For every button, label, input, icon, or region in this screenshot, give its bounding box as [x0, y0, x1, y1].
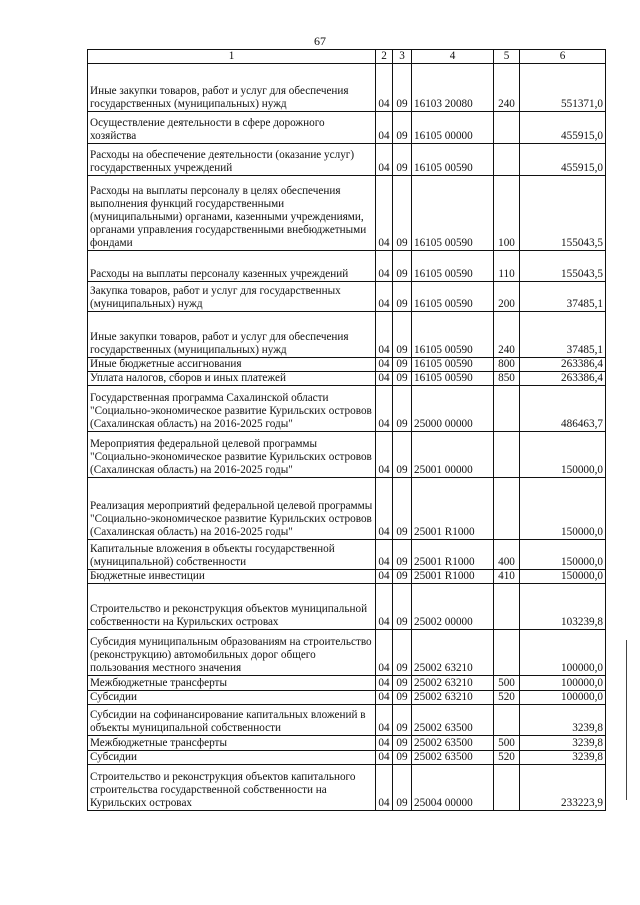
cell-type: 520 [494, 751, 520, 765]
table-row [88, 432, 606, 478]
cell-name: Расходы на обеспечение деятельности (оказание услуг) государственных учреждений [88, 144, 376, 176]
cell-sec: 04 [376, 176, 393, 251]
cell-name: Субсидии на софинансирование капитальных вложений в объекты муниципальной собственности [88, 705, 376, 736]
cell-sum: 263386,4 [520, 358, 606, 372]
cell-sub: 09 [393, 372, 412, 386]
cell-code: 25001 R1000 [412, 478, 494, 540]
cell-sub: 09 [393, 540, 412, 570]
cell-sub: 09 [393, 765, 412, 811]
cell-type [494, 432, 520, 478]
cell-sub: 09 [393, 176, 412, 251]
cell-sum: 155043,5 [520, 176, 606, 251]
cell-type: 500 [494, 676, 520, 691]
cell-sec: 04 [376, 312, 393, 358]
table-row [88, 570, 606, 584]
cell-sub: 09 [393, 676, 412, 691]
cell-type [494, 386, 520, 432]
cell-sec: 04 [376, 358, 393, 372]
cell-code: 25002 00000 [412, 584, 494, 630]
scan-margin-line [626, 640, 627, 800]
cell-sec: 04 [376, 282, 393, 312]
cell-type [494, 478, 520, 540]
cell-name: Субсидии [88, 691, 376, 705]
table-row [88, 64, 606, 112]
cell-name: Межбюджетные трансферты [88, 736, 376, 751]
cell-name: Государственная программа Сахалинской области "Социально-экономическое развитие Курильских островов (Сахалинская область) на 2016-2025 годы" [88, 386, 376, 432]
cell-code: 16105 00590 [412, 144, 494, 176]
table-row [88, 736, 606, 751]
cell-name: Уплата налогов, сборов и иных платежей [88, 372, 376, 386]
cell-name: Иные бюджетные ассигнования [88, 358, 376, 372]
cell-name: Осуществление деятельности в сфере дорожного хозяйства [88, 112, 376, 144]
cell-name: Иные закупки товаров, работ и услуг для обеспечения государственных (муниципальных) нужд [88, 312, 376, 358]
cell-sub: 09 [393, 432, 412, 478]
cell-sum: 150000,0 [520, 540, 606, 570]
cell-sec: 04 [376, 676, 393, 691]
table-row [88, 112, 606, 144]
cell-sum: 455915,0 [520, 144, 606, 176]
cell-sub: 09 [393, 386, 412, 432]
cell-sec: 04 [376, 144, 393, 176]
cell-sec: 04 [376, 478, 393, 540]
cell-sec: 04 [376, 630, 393, 676]
cell-sum: 455915,0 [520, 112, 606, 144]
budget-table [87, 49, 606, 811]
cell-type: 240 [494, 64, 520, 112]
cell-sec: 04 [376, 584, 393, 630]
cell-sec: 04 [376, 251, 393, 282]
cell-sum: 100000,0 [520, 630, 606, 676]
cell-name: Мероприятия федеральной целевой программы "Социально-экономическое развитие Курильских островов (Сахалинская область) на 2016-2025 годы" [88, 432, 376, 478]
table-row [88, 372, 606, 386]
table-header-row [88, 50, 606, 64]
cell-code: 25002 63500 [412, 751, 494, 765]
header-col-sum: 6 [520, 50, 606, 64]
cell-code: 25000 00000 [412, 386, 494, 432]
cell-type: 520 [494, 691, 520, 705]
cell-name: Бюджетные инвестиции [88, 570, 376, 584]
table-row [88, 312, 606, 358]
cell-sub: 09 [393, 478, 412, 540]
cell-sec: 04 [376, 570, 393, 584]
cell-sub: 09 [393, 584, 412, 630]
cell-code: 16105 00590 [412, 282, 494, 312]
cell-sum: 37485,1 [520, 312, 606, 358]
cell-name: Субсидии [88, 751, 376, 765]
cell-sub: 09 [393, 570, 412, 584]
cell-code: 25002 63210 [412, 676, 494, 691]
cell-sub: 09 [393, 630, 412, 676]
header-col-section: 2 [376, 50, 393, 64]
header-col-name: 1 [88, 50, 376, 64]
cell-code: 16105 00590 [412, 372, 494, 386]
cell-sum: 3239,8 [520, 751, 606, 765]
cell-name: Закупка товаров, работ и услуг для государственных (муниципальных) нужд [88, 282, 376, 312]
cell-sub: 09 [393, 312, 412, 358]
table-row [88, 478, 606, 540]
cell-sec: 04 [376, 432, 393, 478]
table-row [88, 676, 606, 691]
table-row [88, 386, 606, 432]
cell-type: 850 [494, 372, 520, 386]
cell-type [494, 144, 520, 176]
header-col-subsection: 3 [393, 50, 412, 64]
cell-sec: 04 [376, 64, 393, 112]
cell-code: 25002 63500 [412, 705, 494, 736]
cell-sub: 09 [393, 358, 412, 372]
cell-code: 16105 00590 [412, 251, 494, 282]
cell-sum: 551371,0 [520, 64, 606, 112]
cell-sum: 150000,0 [520, 478, 606, 540]
cell-name: Строительство и реконструкция объектов капитального строительства государственной собственности на Курильских островах [88, 765, 376, 811]
cell-type [494, 112, 520, 144]
cell-sum: 233223,9 [520, 765, 606, 811]
table-row [88, 251, 606, 282]
cell-sec: 04 [376, 386, 393, 432]
page-number: 67 [314, 34, 326, 48]
table-row [88, 751, 606, 765]
cell-sum: 100000,0 [520, 691, 606, 705]
cell-type: 100 [494, 176, 520, 251]
table-row [88, 765, 606, 811]
cell-sum: 486463,7 [520, 386, 606, 432]
cell-type: 800 [494, 358, 520, 372]
table-row [88, 540, 606, 570]
cell-type: 200 [494, 282, 520, 312]
cell-sum: 155043,5 [520, 251, 606, 282]
cell-sub: 09 [393, 691, 412, 705]
table-row [88, 176, 606, 251]
cell-sum: 263386,4 [520, 372, 606, 386]
cell-name: Капитальные вложения в объекты государственной (муниципальной) собственности [88, 540, 376, 570]
cell-sec: 04 [376, 705, 393, 736]
cell-sum: 3239,8 [520, 736, 606, 751]
cell-type [494, 705, 520, 736]
cell-sec: 04 [376, 540, 393, 570]
cell-type: 110 [494, 251, 520, 282]
table-row [88, 584, 606, 630]
cell-code: 25001 R1000 [412, 570, 494, 584]
cell-sub: 09 [393, 144, 412, 176]
header-col-code: 4 [412, 50, 494, 64]
table-row [88, 630, 606, 676]
cell-type [494, 765, 520, 811]
cell-sec: 04 [376, 765, 393, 811]
cell-sub: 09 [393, 705, 412, 736]
header-col-type: 5 [494, 50, 520, 64]
cell-sec: 04 [376, 112, 393, 144]
cell-sub: 09 [393, 112, 412, 144]
cell-sec: 04 [376, 372, 393, 386]
cell-sub: 09 [393, 736, 412, 751]
cell-sub: 09 [393, 251, 412, 282]
cell-sub: 09 [393, 751, 412, 765]
table-row [88, 705, 606, 736]
cell-code: 16105 00590 [412, 312, 494, 358]
cell-code: 16105 00000 [412, 112, 494, 144]
table-row [88, 691, 606, 705]
cell-type: 400 [494, 540, 520, 570]
cell-code: 25001 R1000 [412, 540, 494, 570]
table-row [88, 282, 606, 312]
cell-name: Расходы на выплаты персоналу казенных учреждений [88, 251, 376, 282]
cell-type: 500 [494, 736, 520, 751]
cell-type [494, 630, 520, 676]
cell-sec: 04 [376, 691, 393, 705]
cell-sum: 37485,1 [520, 282, 606, 312]
cell-sum: 103239,8 [520, 584, 606, 630]
cell-code: 25002 63210 [412, 691, 494, 705]
cell-code: 25001 00000 [412, 432, 494, 478]
cell-code: 16103 20080 [412, 64, 494, 112]
cell-name: Субсидия муниципальным образованиям на строительство (реконструкцию) автомобильных дорог общего пользования местного значения [88, 630, 376, 676]
cell-code: 16105 00590 [412, 358, 494, 372]
cell-sum: 3239,8 [520, 705, 606, 736]
cell-sub: 09 [393, 64, 412, 112]
cell-type: 410 [494, 570, 520, 584]
cell-name: Расходы на выплаты персоналу в целях обеспечения выполнения функций государственными (муниципальными) органами, казенными учреждениями, органами управления государственными внебюджетными фондами [88, 176, 376, 251]
cell-code: 25002 63500 [412, 736, 494, 751]
cell-sum: 150000,0 [520, 432, 606, 478]
table-row [88, 144, 606, 176]
cell-type: 240 [494, 312, 520, 358]
cell-sec: 04 [376, 751, 393, 765]
cell-code: 25002 63210 [412, 630, 494, 676]
cell-name: Строительство и реконструкция объектов муниципальной собственности на Курильских островах [88, 584, 376, 630]
table-row [88, 358, 606, 372]
cell-sec: 04 [376, 736, 393, 751]
cell-code: 25004 00000 [412, 765, 494, 811]
cell-sum: 150000,0 [520, 570, 606, 584]
cell-sub: 09 [393, 282, 412, 312]
cell-name: Иные закупки товаров, работ и услуг для обеспечения государственных (муниципальных) нужд [88, 64, 376, 112]
cell-code: 16105 00590 [412, 176, 494, 251]
cell-sum: 100000,0 [520, 676, 606, 691]
cell-name: Реализация мероприятий федеральной целевой программы "Социально-экономическое развитие Курильских островов (Сахалинская область) на 2016-2025 годы" [88, 478, 376, 540]
cell-type [494, 584, 520, 630]
cell-name: Межбюджетные трансферты [88, 676, 376, 691]
